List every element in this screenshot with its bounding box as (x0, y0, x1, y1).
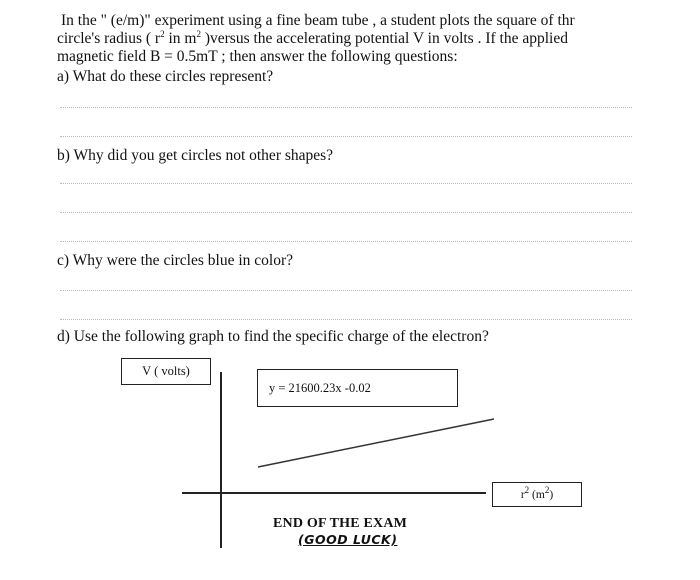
question-d: d) Use the following graph to find the specific charge of the electron? (57, 328, 489, 345)
intro-line-2-a: circle's radius ( r (57, 30, 161, 47)
x-axis-label-base: r (520, 488, 525, 501)
y-axis-label-box (121, 358, 211, 385)
equation-box (257, 369, 458, 407)
graph-fit-line (258, 419, 494, 467)
good-luck: (GOOD LUCK) (298, 532, 398, 547)
intro-sup-2: 2 (196, 28, 201, 39)
intro-sup-1: 2 (160, 28, 165, 39)
question-a: a) What do these circles represent? (57, 68, 274, 85)
question-b: b) Why did you get circles not other shapes? (57, 147, 334, 164)
x-axis-label-unit-a: (m (529, 488, 545, 501)
x-axis-label-unit-sup: 2 (544, 484, 550, 495)
x-axis-label (520, 484, 554, 501)
x-axis-label-unit-b: ) (549, 488, 554, 501)
equation-text: y = 21600.23x -0.02 (269, 380, 371, 395)
intro-line-3: magnetic field B = 0.5mT ; then answer the following questions: (57, 48, 458, 65)
question-c: c) Why were the circles blue in color? (57, 252, 293, 269)
x-axis-label-box (492, 482, 582, 507)
intro-line-2-c: )versus the accelerating potential V in volts . If the applied (200, 30, 568, 47)
x-axis-label-sup: 2 (524, 484, 530, 495)
intro-line-2-b: in m (164, 30, 197, 47)
intro-line-1: In the " (e/m)" experiment using a fine beam tube , a student plots the square of thr (61, 12, 575, 29)
y-axis-label: V ( volts) (142, 364, 190, 378)
end-of-exam: END OF THE EXAM (273, 516, 408, 531)
